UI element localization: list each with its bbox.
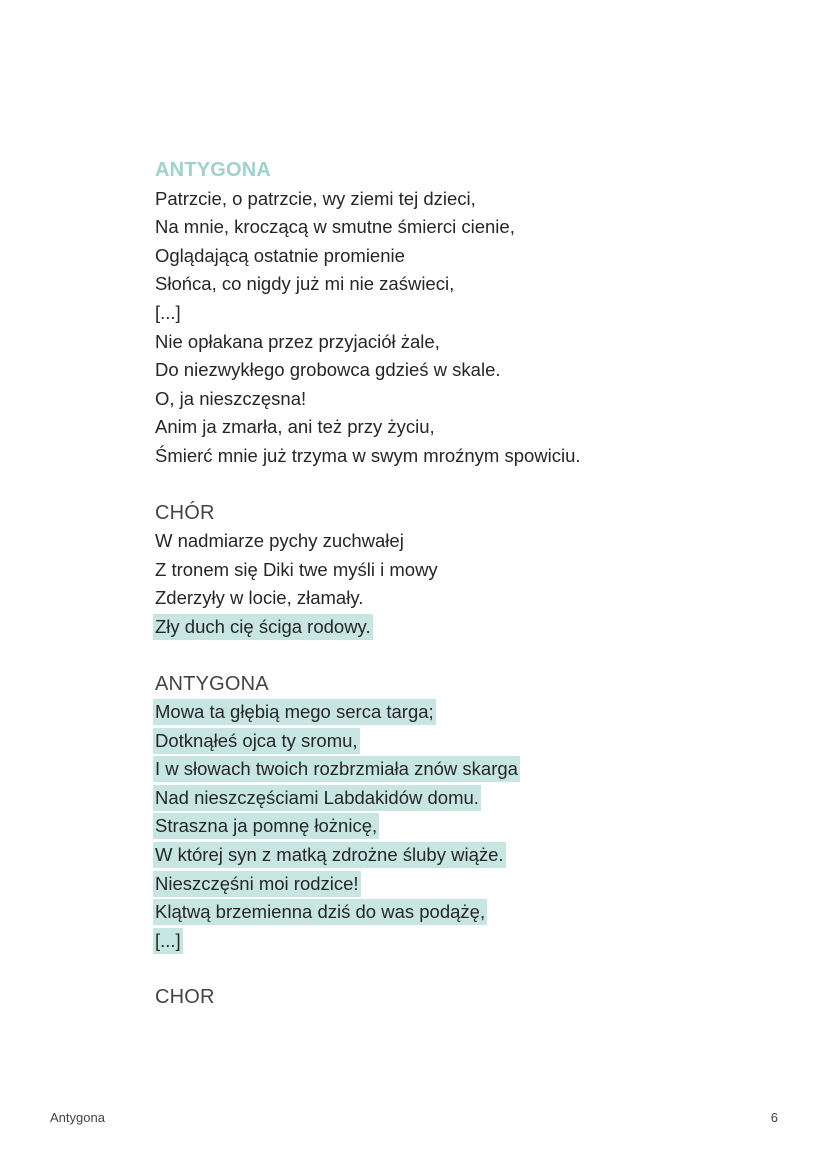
verse-text: Anim ja zmarła, ani też przy życiu, — [155, 416, 435, 438]
highlighted-verse-text: [...] — [153, 928, 183, 954]
verse-text: Z tronem się Diki twe myśli i mowy — [155, 558, 438, 580]
verse-text: W nadmiarze pychy zuchwałej — [155, 530, 404, 552]
speaker-name: ANTYGONA — [155, 672, 269, 695]
verse-line — [155, 812, 775, 841]
verse-text: O, ja nieszczęsna! — [155, 387, 307, 409]
highlighted-verse-text: Mowa ta głębią mego serca targa; — [153, 699, 436, 725]
verse-line — [155, 328, 775, 357]
highlighted-verse-text: Nad nieszczęściami Labdakidów domu. — [153, 785, 481, 811]
page-number: 6 — [770, 1110, 778, 1125]
verse-line — [155, 213, 775, 242]
verse-line — [155, 841, 775, 870]
verse-text: Słońca, co nigdy już mi nie zaświeci, — [155, 273, 455, 295]
poem-content — [155, 156, 775, 1012]
verse-line — [155, 784, 775, 813]
verse-line — [155, 413, 775, 442]
highlighted-verse-text: Dotknąłeś ojca ty sromu, — [153, 728, 360, 754]
footer-title: Antygona — [50, 1110, 105, 1125]
verse-text: Śmierć mnie już trzyma w swym mroźnym spowiciu. — [155, 444, 581, 466]
verse-line — [155, 356, 775, 385]
verse-line — [155, 755, 775, 784]
verse-text: Nie opłakana przez przyjaciół żale, — [155, 330, 440, 352]
verse-line — [155, 584, 775, 613]
verse-line — [155, 299, 775, 328]
verse-line — [155, 698, 775, 727]
verse-text: Na mnie, kroczącą w smutne śmierci cienie, — [155, 216, 515, 238]
verse-line — [155, 727, 775, 756]
verse-text: Oglądającą ostatnie promienie — [155, 244, 405, 266]
speaker-name: CHÓR — [155, 501, 215, 524]
verse-line — [155, 442, 775, 471]
highlighted-verse-text: Straszna ja pomnę łożnicę, — [153, 813, 379, 839]
stanza-gap — [155, 642, 775, 670]
verse-line — [155, 527, 775, 556]
verse-text: Zderzyły w locie, złamały. — [155, 587, 364, 609]
speaker-name: ANTYGONA — [155, 159, 272, 181]
verse-line — [155, 870, 775, 899]
stanza-gap — [155, 955, 775, 983]
speaker-name: CHOR — [155, 986, 215, 1009]
verse-line — [155, 242, 775, 271]
highlighted-verse-text: I w słowach twoich rozbrzmiała znów skarga — [153, 756, 520, 782]
highlighted-verse-text: Zły duch cię ściga rodowy. — [153, 614, 373, 640]
verse-line — [155, 385, 775, 414]
verse-line — [155, 927, 775, 956]
verse-line — [155, 185, 775, 214]
highlighted-verse-text: Klątwą brzemienna dziś do was podążę, — [153, 899, 487, 925]
highlighted-verse-text: Nieszczęśni moi rodzice! — [153, 871, 361, 897]
highlighted-verse-text: W której syn z matką zdrożne śluby wiąże. — [153, 842, 506, 868]
verse-text: Do niezwykłego grobowca gdzieś w skale. — [155, 359, 501, 381]
verse-text: [...] — [155, 301, 181, 323]
verse-line — [155, 556, 775, 585]
verse-text: Patrzcie, o patrzcie, wy ziemi tej dzieci, — [155, 187, 476, 209]
verse-line — [155, 613, 775, 642]
verse-line — [155, 270, 775, 299]
verse-line — [155, 898, 775, 927]
stanza-gap — [155, 471, 775, 499]
